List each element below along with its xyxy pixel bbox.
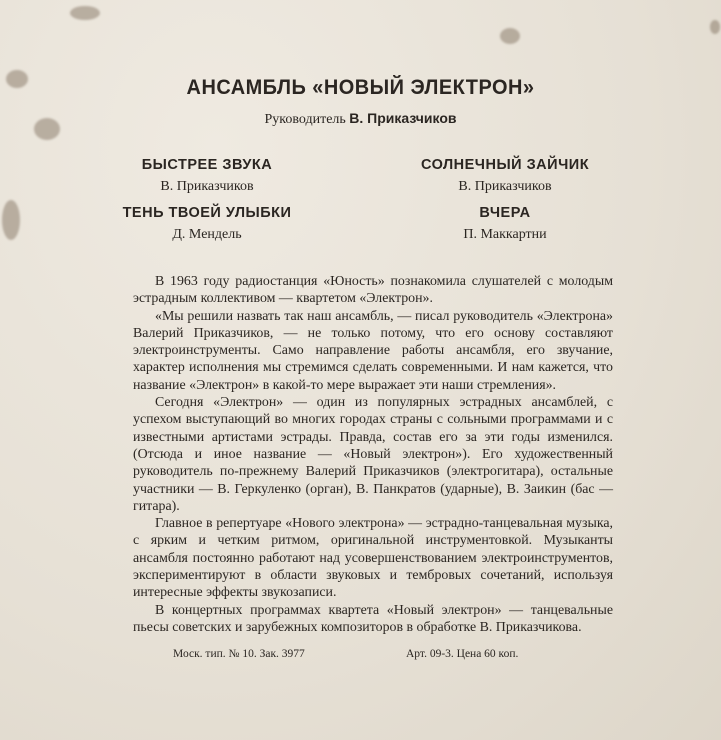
song-author: Д. Мендель xyxy=(172,227,242,242)
paragraph: В концертных программах квартета «Новый электрон» — танцевальные пьесы советских и зарубежных композиторов в обработке В. Приказчикова. xyxy=(133,602,613,635)
song-title: СОЛНЕЧНЫЙ ЗАЙЧИК xyxy=(420,157,590,173)
album-title: АНСАМБЛЬ «НОВЫЙ ЭЛЕКТРОН» xyxy=(186,76,535,99)
print-info: Моск. тип. № 10. Зак. 3977 xyxy=(173,648,305,660)
song-title: ВЧЕРА xyxy=(479,205,531,221)
song-4 xyxy=(380,205,630,243)
paragraph: Главное в репертуаре «Нового электрона» — эстрадно-танцевальная музыка, с ярким и четким ритмом, оригинальной инструментовкой. Музыканты ансамбля постоянно работают над усовершенствованием электроинструментов, экспериментируют в области звуковых и тембровых сочетаний, используя интересные эффекты звукозаписи. xyxy=(133,516,613,601)
liner-notes xyxy=(133,273,613,636)
paragraph: В 1963 году радиостанция «Юность» познакомила слушателей с молодым эстрадным коллективом — квартетом «Электрон». xyxy=(133,274,613,307)
song-title: ТЕНЬ ТВОЕЙ УЛЫБКИ xyxy=(122,205,292,221)
stain-mark xyxy=(500,28,520,44)
song-author: П. Маккартни xyxy=(463,227,547,242)
stain-mark xyxy=(2,200,20,240)
director-label: Руководитель xyxy=(264,112,346,127)
song-title: БЫСТРЕЕ ЗВУКА xyxy=(141,157,273,173)
song-1 xyxy=(82,157,332,195)
stain-mark xyxy=(710,20,720,34)
director-name: В. Приказчиков xyxy=(349,110,457,126)
song-2 xyxy=(380,157,630,195)
stain-mark xyxy=(70,6,100,20)
song-author: В. Приказчиков xyxy=(160,179,254,194)
price-info: Арт. 09-3. Цена 60 коп. xyxy=(406,648,519,660)
song-author: В. Приказчиков xyxy=(458,179,552,194)
paragraph: Сегодня «Электрон» — один из популярных эстрадных ансамблей, с успехом выступающий во многих городах страны с сольными программами и с известными артистами эстрады. Правда, состав его за эти годы изменился. (Отсюда и иное название — «Новый электрон»). Его художественный руководитель по-прежнему Валерий Приказчиков (электрогитара), остальные участники — В. Геркуленко (орган), В. Панкратов (ударные), В. Заикин (бас — гитара). xyxy=(133,395,613,514)
director-line xyxy=(0,110,721,128)
song-3 xyxy=(82,205,332,243)
paragraph: «Мы решили назвать так наш ансамбль, — писал руководитель «Электрона» Валерий Приказчиков, — не только потому, что его основу составляют электроинструменты. Само направление работы ансамбля, его звучание, характер исполнения мы стремимся сделать современными. И нам кажется, что название «Электрон» в какой-то мере выражает эти наши стремления». xyxy=(133,308,613,393)
